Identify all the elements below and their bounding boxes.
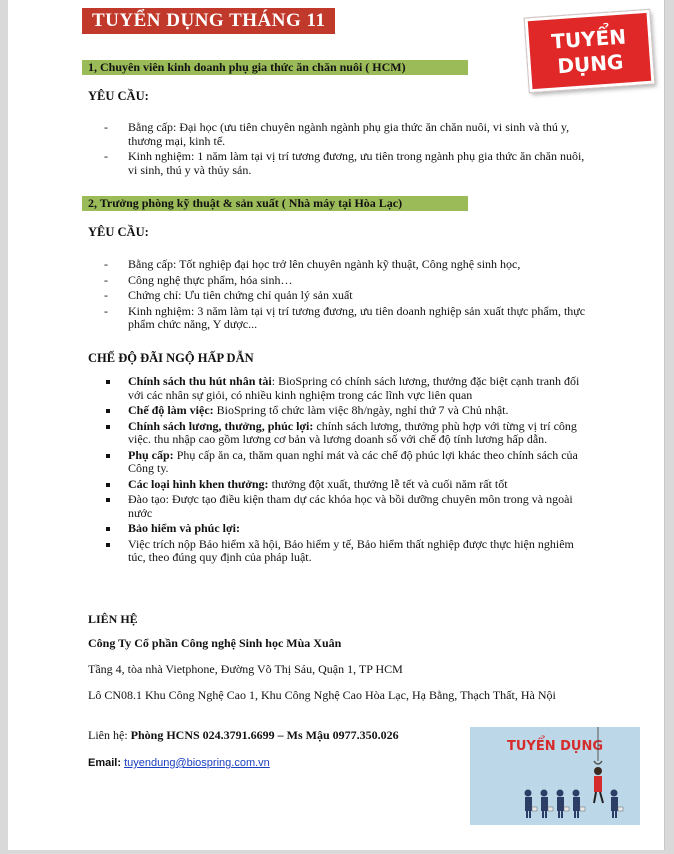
benefit-text: Phụ cấp ăn ca, thăm quan nghỉ mát và các chế độ phúc lợi khác theo chính sách của Công ty. (128, 447, 578, 475)
benefit-label: Bảo hiểm và phúc lợi: (128, 521, 240, 535)
badge-line-1: TUYỂN (550, 24, 627, 54)
hook-icon (594, 761, 602, 764)
benefit-text: thưởng đột xuất, thưởng lễ tết và cuối năm rất tốt (268, 476, 508, 491)
job1-title: 1, Chuyên viên kinh doanh phụ gia thức ăn chăn nuôi ( HCM) (82, 60, 468, 75)
badge-box (525, 10, 655, 93)
job1-requirements-list (104, 121, 592, 179)
list-item (104, 493, 592, 520)
job2-requirements-list (104, 258, 592, 334)
list-item (104, 375, 592, 402)
benefit-label: Phụ cấp: (128, 447, 174, 462)
contact-phone-line (88, 728, 478, 742)
lifted-person-icon (594, 767, 603, 803)
list-item: - Kinh nghiệm: 1 năm làm tại vị trí tương đương, ưu tiên trong ngành phụ gia thức ăn chăn nuôi, vi sinh, thú y và thủy sản. (104, 150, 592, 177)
contact-address-hanoi: Lô CN08.1 Khu Công Nghệ Cao 1, Khu Công Nghệ Cao Hòa Lạc, Hạ Bằng, Thạch Thất, Hà Nội (88, 688, 556, 702)
list-item (104, 449, 592, 476)
benefit-label: Chế độ làm việc: (128, 403, 214, 417)
contact-email-line (88, 755, 468, 770)
job1-requirements-heading: YÊU CẦU: (88, 89, 149, 103)
benefits-list (104, 375, 592, 567)
benefit-label: Các loại hình khen thưởng: (128, 476, 269, 491)
standing-people-icon (525, 790, 619, 819)
badge-line-2: DỤNG (556, 49, 625, 79)
list-item: - Công nghệ thực phẩm, hóa sinh… (104, 274, 592, 288)
list-item: - Bằng cấp: Đại học (ưu tiên chuyên ngành ngành phụ gia thức ăn chăn nuôi, vi sinh và thú y, thương mại, kinh tế. (104, 121, 592, 148)
list-item (104, 478, 592, 492)
list-item (104, 522, 592, 536)
contact-phone: Phòng HCNS 024.3791.6699 – Ms Mậu 0977.350.026 (130, 728, 399, 742)
promo-title: TUYỂN DỤNG (506, 739, 604, 754)
benefit-text: Đào tạo: Được tạo điều kiện tham dự các khóa học và bồi dưỡng chuyên môn trong và ngoài nước (128, 492, 573, 520)
list-item (104, 538, 592, 565)
list-item (104, 420, 592, 447)
contact-phone-prefix: Liên hệ: (88, 728, 131, 742)
list-item: - Chứng chỉ: Ưu tiên chứng chỉ quản lý sản xuất (104, 289, 592, 303)
people-illustration (470, 727, 640, 825)
list-item: - Kinh nghiệm: 3 năm làm tại vị trí tương đương, ưu tiên doanh nghiệp sản xuất thực phẩm, thực phẩm chức năng, Y dược... (104, 305, 592, 332)
benefit-label: Chính sách lương, thưởng, phúc lợi: (128, 418, 314, 433)
tuyen-dung-badge (525, 10, 655, 93)
job2-requirements-heading: YÊU CẦU: (88, 225, 149, 239)
benefit-text: chính sách lương, thưởng phù hợp với từng vị trí công việc. thu nhập cao gồm lương cơ bản và lương doanh số với chế độ tính lương hấp dẫn. (128, 418, 577, 446)
contact-address-hcm: Tầng 4, tòa nhà Vietphone, Đường Võ Thị Sáu, Quận 1, TP HCM (88, 662, 403, 676)
benefit-text: : BioSpring có chính sách lương, thưởng đặc biệt cạnh tranh đối với các nhân sự giỏi, có nhiều kinh nghiệm trong các lĩnh vực liên quan (128, 374, 580, 402)
email-link[interactable]: tuyendung@biospring.com.vn (124, 757, 270, 769)
document-page (8, 0, 665, 850)
email-label: Email: (88, 757, 125, 769)
benefit-label: Chính sách thu hút nhân tài (128, 374, 272, 388)
job2-title: 2, Trưởng phòng kỹ thuật & sản xuất ( Nhà máy tại Hòa Lạc) (82, 196, 468, 211)
list-item (104, 404, 592, 418)
benefits-heading: CHẾ ĐỘ ĐÃI NGỘ HẤP DẪN (88, 351, 254, 365)
page-title: TUYỂN DỤNG THÁNG 11 (82, 8, 335, 34)
benefit-text: Việc trích nộp Bảo hiểm xã hội, Bảo hiểm y tế, Bảo hiểm thất nghiệp được thực hiện nghiêm túc, theo đúng quy định của pháp luật. (128, 536, 574, 564)
benefit-text: BioSpring tổ chức làm việc 8h/ngày, nghỉ thứ 7 và Chủ nhật. (213, 403, 509, 417)
contact-company: Công Ty Cổ phần Công nghệ Sinh học Mùa Xuân (88, 636, 342, 650)
contact-heading: LIÊN HỆ (88, 612, 138, 626)
list-item: - Bằng cấp: Tốt nghiệp đại học trở lên chuyên ngành kỹ thuật, Công nghệ sinh học, (104, 258, 592, 272)
promo-illustration (470, 727, 640, 825)
